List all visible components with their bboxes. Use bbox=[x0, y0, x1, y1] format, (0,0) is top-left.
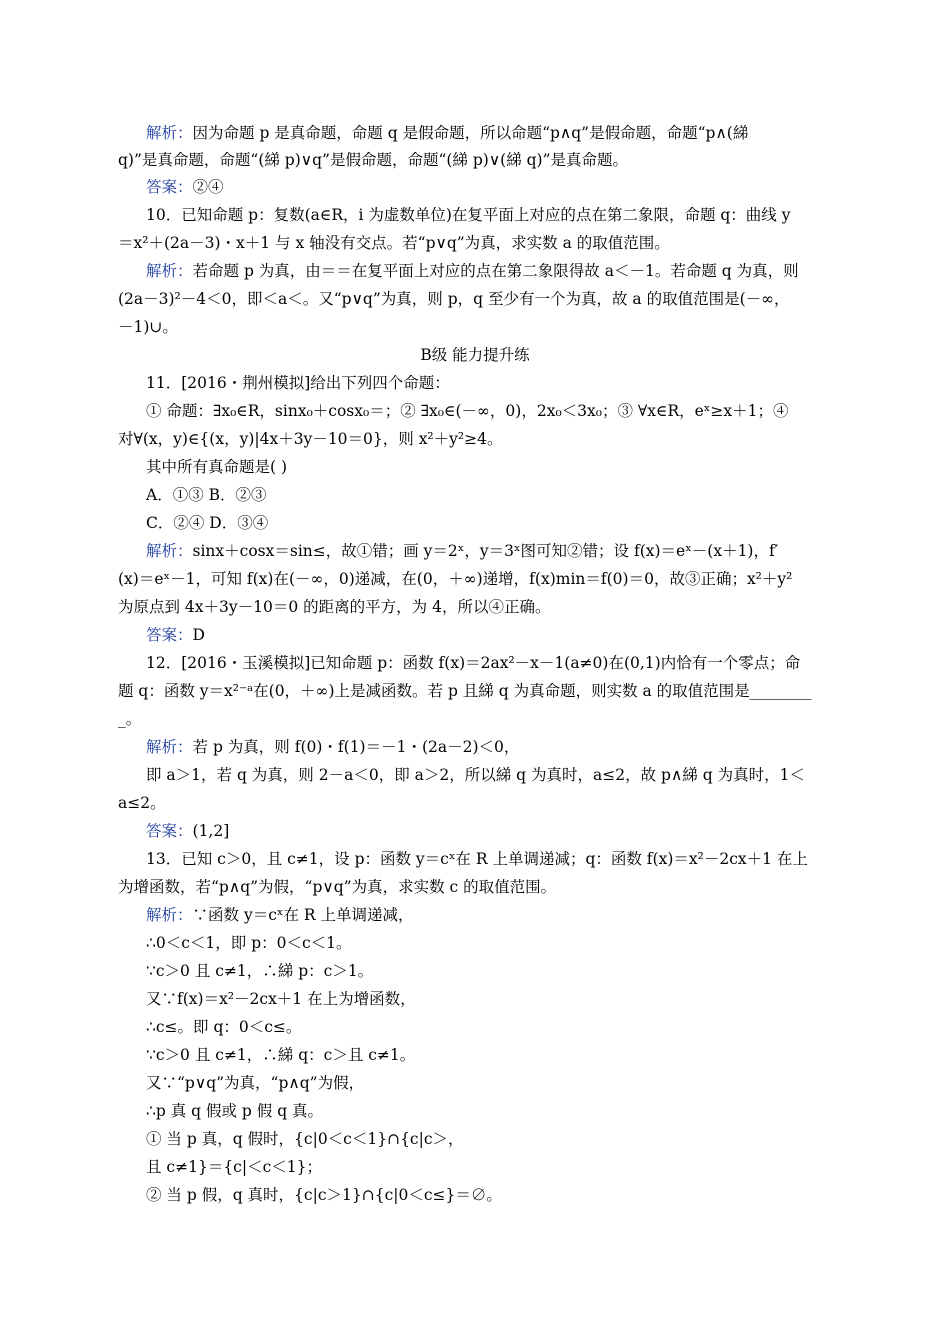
line-label: 答案： bbox=[146, 626, 193, 644]
text-line bbox=[146, 204, 790, 226]
line-text: 为增函数，若“p∧q”为假，“p∨q”为真，求实数 c 的取值范围。 bbox=[118, 878, 557, 896]
line-label: 解析： bbox=[146, 906, 193, 924]
section-title: B级 能力提升练 bbox=[420, 346, 530, 364]
text-line bbox=[146, 1128, 464, 1150]
text-line bbox=[118, 876, 556, 898]
text-line bbox=[146, 260, 799, 282]
text-line bbox=[146, 484, 267, 506]
line-text: D bbox=[192, 626, 205, 644]
line-text: C．②④ D．③④ bbox=[146, 514, 269, 532]
text-line bbox=[146, 176, 224, 198]
text-line bbox=[146, 512, 268, 534]
line-text: 对∀(x，y)∈{(x，y)|4x＋3y－10＝0}，则 x²＋y²≥4。 bbox=[118, 430, 503, 448]
line-text: 为原点到 4x＋3y－10＝0 的距离的平方，为 4，所以④正确。 bbox=[118, 598, 551, 616]
line-text: ② 当 p 假，q 真时，{c|c＞1}∩{c|0＜c≤}＝∅。 bbox=[146, 1186, 502, 1204]
text-line bbox=[146, 400, 788, 422]
text-line bbox=[118, 568, 792, 590]
line-text: 即 a＞1，若 q 为真，则 2－a＜0，即 a＞2，所以綈 q 为真时，a≤2，故 p∧綈 q 为真时，1＜ bbox=[146, 766, 805, 784]
line-text: 因为命题 p 是真命题，命题 q 是假命题，所以命题“p∧q”是假命题，命题“p∧(綈 bbox=[192, 124, 749, 142]
text-line bbox=[146, 372, 450, 394]
line-text: ＝x²＋(2a－3)・x＋1 与 x 轴没有交点。若“p∨q”为真，求实数 a 的取值范围。 bbox=[118, 234, 670, 252]
text-line bbox=[118, 232, 670, 254]
line-text: sinx＋cosx＝sin≤，故①错；画 y＝2ˣ，y＝3ˣ图可知②错；设 f(x)＝eˣ－(x＋1)，f′ bbox=[192, 542, 779, 560]
text-line bbox=[118, 680, 812, 702]
line-text: 若命题 p 为真，由＝＝在复平面上对应的点在第二象限得故 a＜－1。若命题 q 为真，则 bbox=[192, 262, 799, 280]
text-line bbox=[146, 1072, 364, 1094]
line-text: q)”是真命题，命题“(綈 p)∨q”是假命题，命题“(綈 p)∨(綈 q)”是真命题。 bbox=[118, 151, 629, 169]
text-line bbox=[146, 624, 205, 646]
line-label: 解析： bbox=[146, 262, 193, 280]
line-text: ∴p 真 q 假或 p 假 q 真。 bbox=[146, 1102, 324, 1120]
line-text: ① 命题：∃x₀∈R，sinx₀＋cosx₀＝；② ∃x₀∈(－∞，0)，2x₀＜3x₀；③ ∀x∈R，eˣ≥x＋1；④ bbox=[146, 402, 789, 420]
text-line bbox=[146, 904, 413, 926]
text-line bbox=[146, 988, 416, 1010]
line-text: 若 p 为真，则 f(0)・f(1)＝－1・(2a－2)＜0， bbox=[192, 738, 520, 756]
text-line bbox=[146, 1184, 502, 1206]
line-text: ∴c≤。即 q：0＜c≤。 bbox=[146, 1018, 302, 1036]
line-label: 答案： bbox=[146, 822, 193, 840]
line-label: 解析： bbox=[146, 542, 193, 560]
line-text: (1,2] bbox=[192, 822, 230, 840]
text-line bbox=[118, 792, 166, 814]
text-line bbox=[118, 316, 178, 338]
text-line bbox=[118, 596, 550, 618]
text-line bbox=[146, 122, 748, 144]
text-line bbox=[146, 540, 778, 562]
text-line bbox=[118, 428, 502, 450]
text-line bbox=[146, 1016, 301, 1038]
line-text: 13．已知 c＞0，且 c≠1，设 p：函数 y＝cˣ在 R 上单调递减；q：函数 f(x)＝x²－2cx＋1 在上 bbox=[146, 850, 808, 868]
text-line bbox=[146, 652, 800, 674]
line-label: 解析： bbox=[146, 738, 193, 756]
text-line bbox=[146, 1044, 415, 1066]
line-text: (2a－3)²－4＜0，即＜a＜。又“p∨q”为真，则 p，q 至少有一个为真，故 a 的取值范围是(－∞， bbox=[118, 290, 790, 308]
text-line bbox=[146, 960, 373, 982]
text-line bbox=[146, 456, 287, 478]
text-line bbox=[146, 764, 805, 786]
line-text: 10．已知命题 p：复数(a∈R，i 为虚数单位)在复平面上对应的点在第二象限，命题 q：曲线 y bbox=[146, 206, 791, 224]
line-text: ∴0＜c＜1，即 p：0＜c＜1。 bbox=[146, 934, 352, 952]
line-text: 又∵f(x)＝x²－2cx＋1 在上为增函数， bbox=[146, 990, 416, 1008]
line-text: ∵函数 y＝cˣ在 R 上单调递减， bbox=[192, 906, 414, 924]
text-line bbox=[146, 1156, 322, 1178]
line-text: a≤2。 bbox=[118, 794, 166, 812]
line-text: (x)＝eˣ－1，可知 f(x)在(－∞，0)递减，在(0，＋∞)递增，f(x)min＝f(0)＝0，故③正确；x²＋y² bbox=[118, 570, 793, 588]
line-label: 答案： bbox=[146, 178, 193, 196]
text-line bbox=[118, 708, 141, 730]
text-line bbox=[118, 288, 790, 310]
line-text: ① 当 p 真，q 假时，{c|0＜c＜1}∩{c|c＞， bbox=[146, 1130, 464, 1148]
text-line bbox=[146, 1100, 323, 1122]
line-text: 且 c≠1}＝{c|＜c＜1}； bbox=[146, 1158, 322, 1176]
line-text: 11．[2016・荆州模拟]给出下列四个命题： bbox=[146, 374, 450, 392]
text-line bbox=[146, 932, 352, 954]
text-line bbox=[146, 736, 519, 758]
line-text: _。 bbox=[118, 710, 142, 728]
text-line bbox=[118, 149, 628, 171]
line-text: 题 q：函数 y＝x²⁻ᵃ在(0，＋∞)上是减函数。若 p 且綈 q 为真命题，则实数 a 的取值范围是________ bbox=[118, 682, 812, 700]
line-text: 又∵“p∨q”为真，“p∧q”为假， bbox=[146, 1074, 365, 1092]
line-text: 其中所有真命题是( ) bbox=[146, 458, 288, 476]
line-text: ②④ bbox=[192, 178, 224, 196]
line-text: －1)∪。 bbox=[118, 318, 178, 336]
line-text: 12．[2016・玉溪模拟]已知命题 p：函数 f(x)＝2ax²－x－1(a≠0)在(0,1)内恰有一个零点；命 bbox=[146, 654, 801, 672]
line-label: 解析： bbox=[146, 124, 193, 142]
line-text: ∵c＞0 且 c≠1，∴綈 q：c＞且 c≠1。 bbox=[146, 1046, 416, 1064]
text-line bbox=[146, 848, 808, 870]
line-text: ∵c＞0 且 c≠1，∴綈 p：c＞1。 bbox=[146, 962, 374, 980]
text-line bbox=[146, 820, 229, 842]
line-text: A．①③ B．②③ bbox=[146, 486, 267, 504]
